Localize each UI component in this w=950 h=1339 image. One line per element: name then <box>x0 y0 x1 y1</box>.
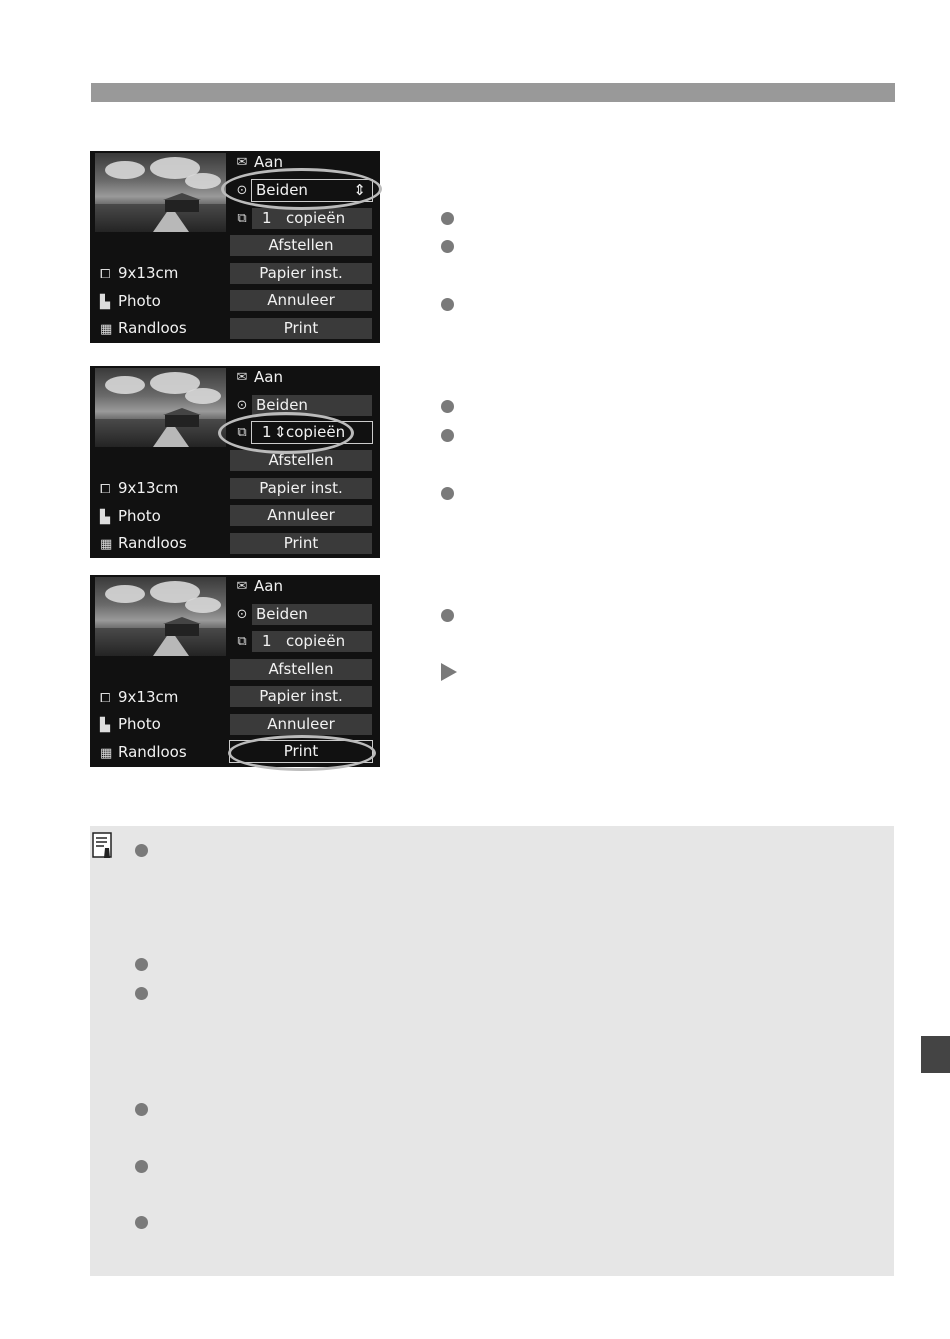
print-button[interactable]: Print <box>230 741 372 762</box>
triangle-arrow-icon <box>441 663 457 681</box>
bullet-icon <box>441 429 454 442</box>
afstellen-button[interactable]: Afstellen <box>230 235 372 256</box>
copies-field[interactable]: 1 copieën <box>252 631 372 652</box>
info-select[interactable]: Beiden ⇕ <box>252 180 372 201</box>
chapter-tab <box>921 1036 950 1073</box>
info-select[interactable]: Beiden <box>252 604 372 625</box>
info-select[interactable]: Beiden <box>252 395 372 416</box>
memo-icon <box>92 832 114 860</box>
afstellen-button[interactable]: Afstellen <box>230 450 372 471</box>
stepper-icon: ⇕ <box>353 181 366 199</box>
bullet-icon <box>441 298 454 311</box>
bullet-icon <box>441 240 454 253</box>
paper-type-label: ▙ Photo <box>100 713 225 735</box>
bullet-icon <box>135 1103 148 1116</box>
copies-field[interactable]: 1 ⇕ copieën <box>252 422 372 443</box>
papier-inst-button[interactable]: Papier inst. <box>230 686 372 707</box>
bullet-icon <box>135 1160 148 1173</box>
info-icon: ⊙ <box>236 398 248 413</box>
bullet-icon <box>441 609 454 622</box>
afstellen-button[interactable]: Afstellen <box>230 659 372 680</box>
paper-size-label: ⧠ 9x13cm <box>100 686 225 708</box>
bullet-icon <box>441 487 454 500</box>
page-layout-label: ▦ Randloos <box>100 317 225 339</box>
layout-icon: ▦ <box>100 746 113 761</box>
bullet-icon <box>135 987 148 1000</box>
copies-icon: ⧉ <box>237 425 247 440</box>
layout-icon: ▦ <box>100 537 113 552</box>
paper-type-icon: ▙ <box>100 510 110 525</box>
info-icon: ⊙ <box>236 183 248 198</box>
date-icon: ✉ <box>236 370 248 385</box>
page-layout-label: ▦ Randloos <box>100 741 225 763</box>
stepper-icon: ⇕ <box>274 423 287 441</box>
date-print-row[interactable]: ✉ Aan <box>230 152 372 173</box>
note-box <box>90 826 894 1276</box>
bullet-icon <box>135 958 148 971</box>
papier-inst-button[interactable]: Papier inst. <box>230 263 372 284</box>
paper-size-icon: ⧠ <box>100 691 111 706</box>
annuleer-button[interactable]: Annuleer <box>230 714 372 735</box>
print-button[interactable]: Print <box>230 533 372 554</box>
date-print-row[interactable]: ✉ Aan <box>230 576 372 597</box>
layout-icon: ▦ <box>100 322 113 337</box>
landscape-photo-icon <box>95 368 226 447</box>
bullet-icon <box>135 1216 148 1229</box>
paper-type-icon: ▙ <box>100 718 110 733</box>
page-layout-label: ▦ Randloos <box>100 532 225 554</box>
paper-size-icon: ⧠ <box>100 267 111 282</box>
bullet-icon <box>135 844 148 857</box>
info-icon: ⊙ <box>236 607 248 622</box>
bullet-icon <box>441 400 454 413</box>
print-button[interactable]: Print <box>230 318 372 339</box>
highlight-ellipse-info <box>221 168 382 210</box>
date-icon: ✉ <box>236 579 248 594</box>
camera-print-screen-2 <box>90 366 380 558</box>
paper-type-label: ▙ Photo <box>100 505 225 527</box>
copies-icon: ⧉ <box>237 211 247 226</box>
highlight-ellipse-copies <box>218 412 354 454</box>
landscape-photo-icon <box>95 153 226 232</box>
paper-size-icon: ⧠ <box>100 482 111 497</box>
copies-field[interactable]: 1 copieën <box>252 208 372 229</box>
paper-size-label: ⧠ 9x13cm <box>100 262 225 284</box>
paper-type-label: ▙ Photo <box>100 290 225 312</box>
annuleer-button[interactable]: Annuleer <box>230 290 372 311</box>
paper-type-icon: ▙ <box>100 295 110 310</box>
bullet-icon <box>441 212 454 225</box>
highlight-ellipse-print <box>228 735 376 771</box>
paper-size-label: ⧠ 9x13cm <box>100 477 225 499</box>
annuleer-button[interactable]: Annuleer <box>230 505 372 526</box>
papier-inst-button[interactable]: Papier inst. <box>230 478 372 499</box>
date-icon: ✉ <box>236 155 248 170</box>
date-print-row[interactable]: ✉ Aan <box>230 367 372 388</box>
section-header-bar <box>91 83 895 102</box>
copies-icon: ⧉ <box>237 634 247 649</box>
landscape-photo-icon <box>95 577 226 656</box>
